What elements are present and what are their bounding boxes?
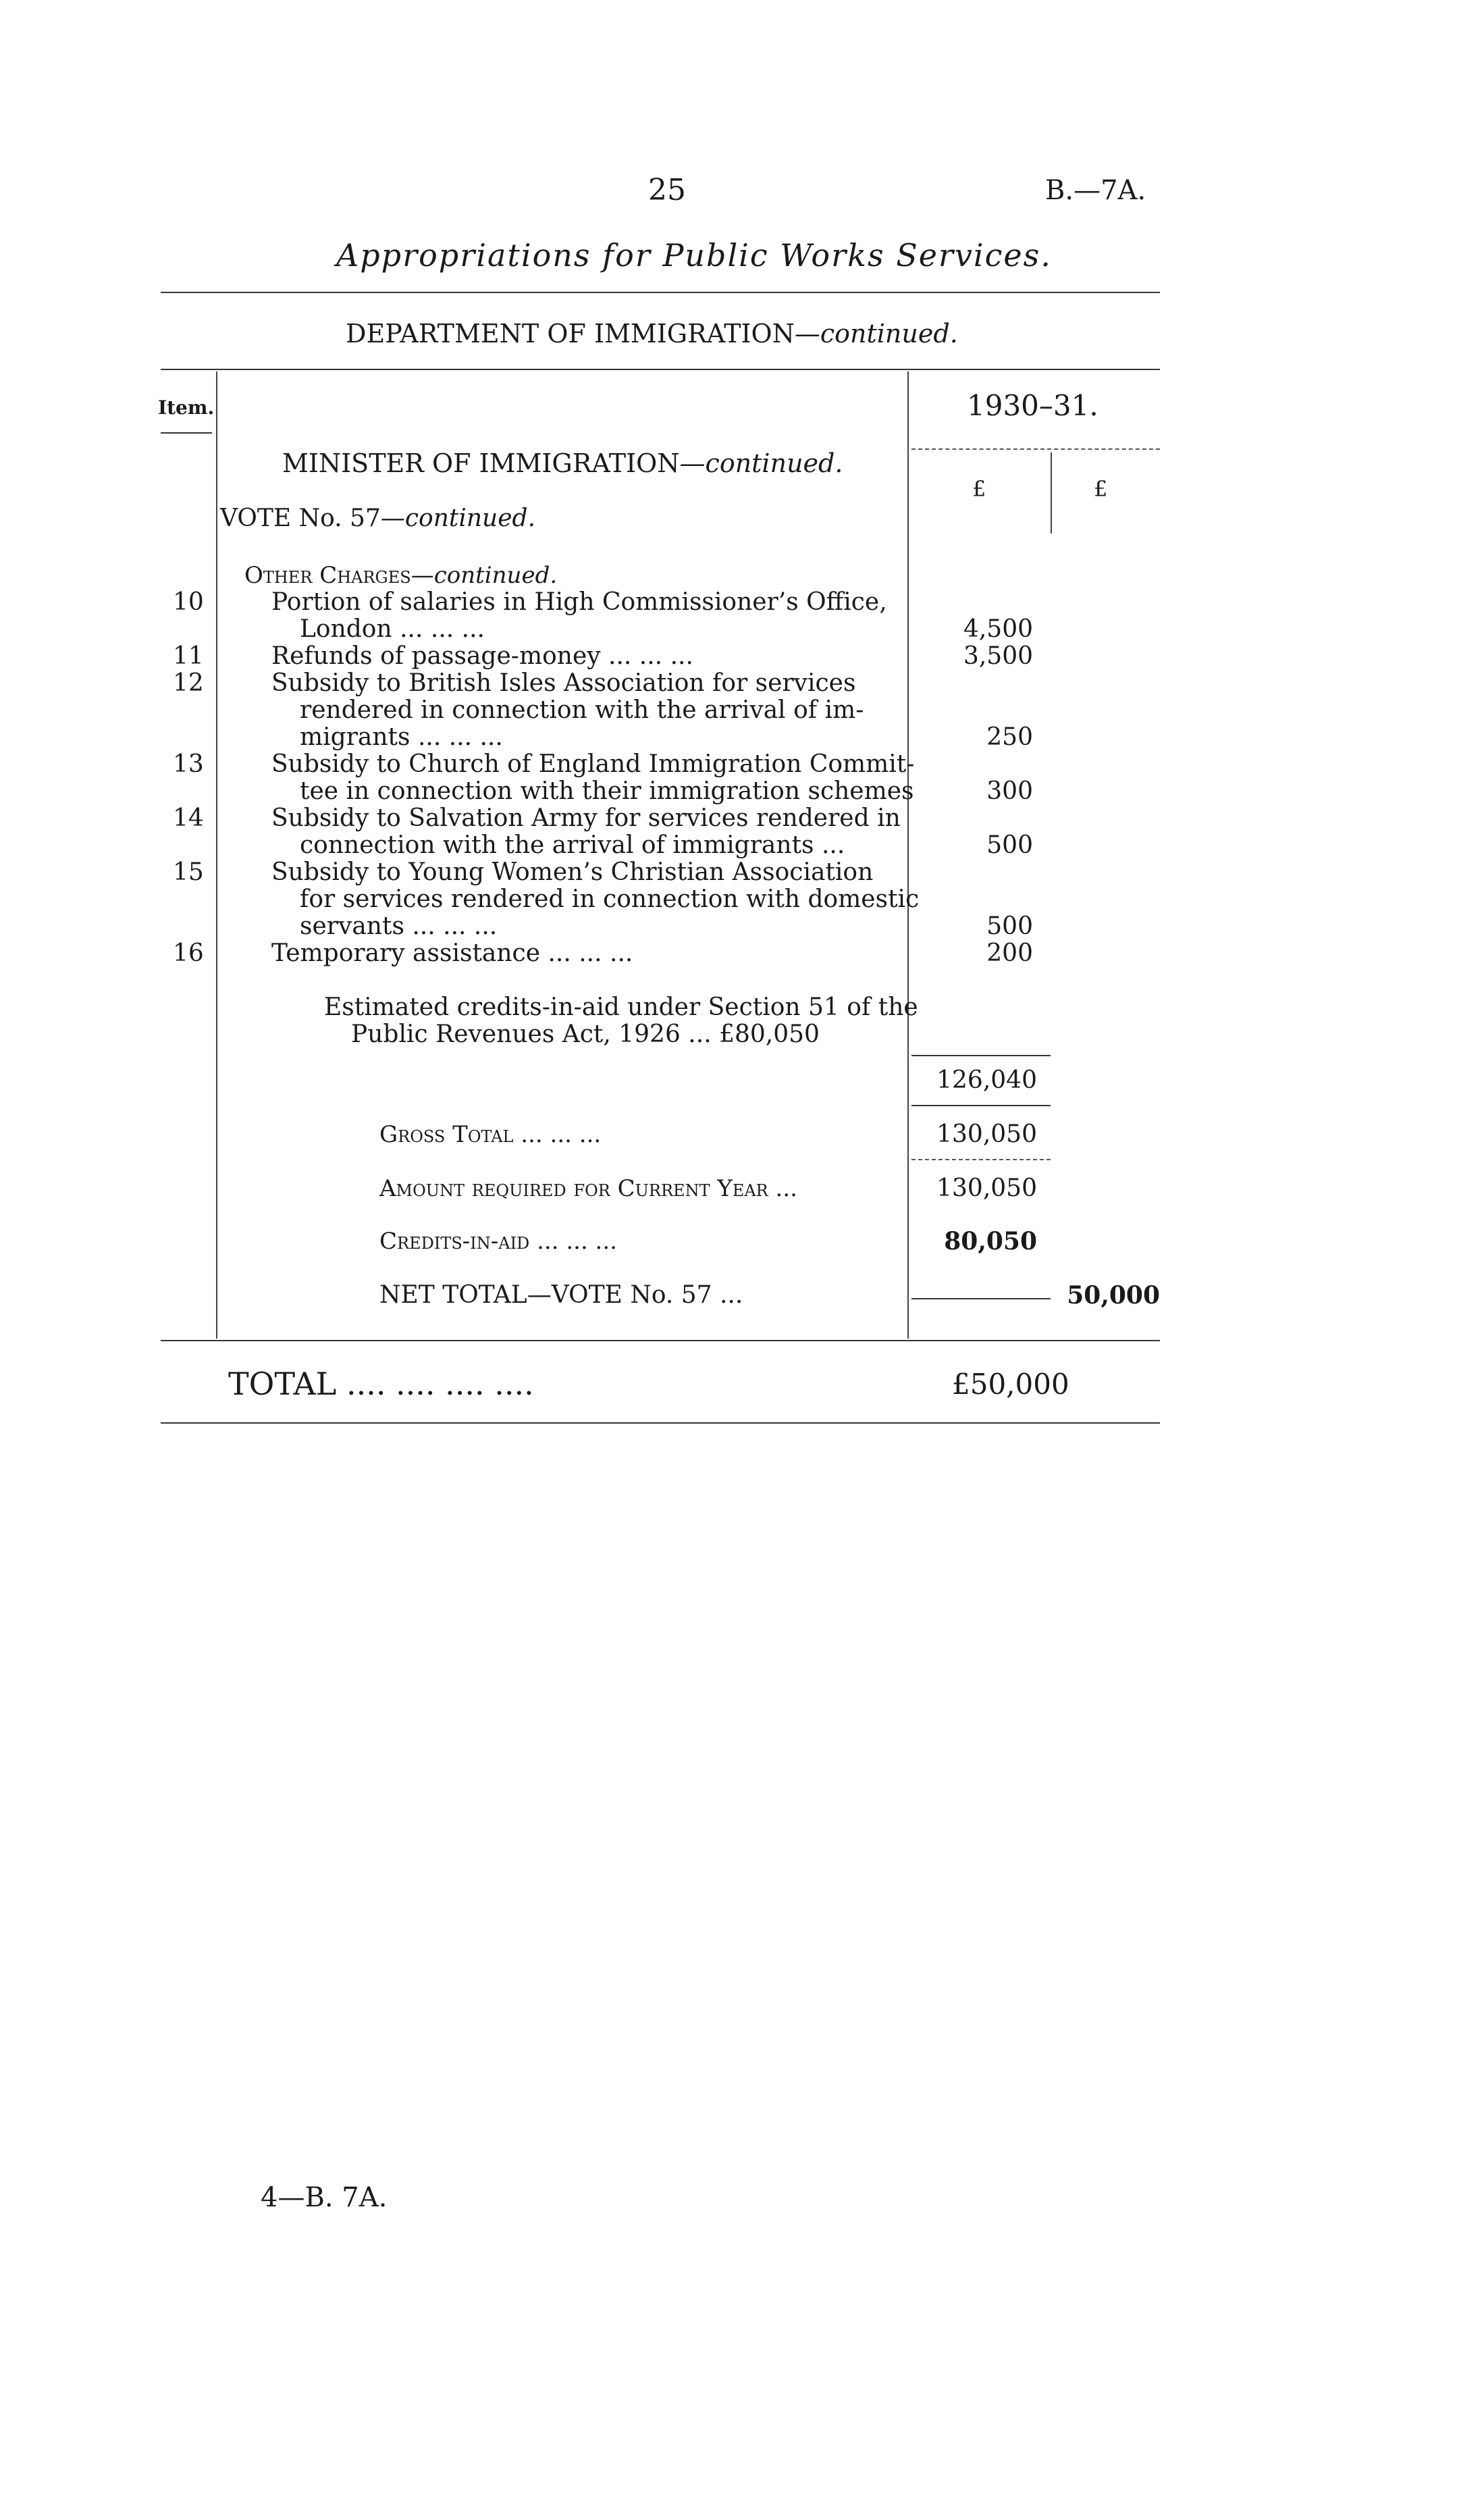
item-14-amount: 500 bbox=[986, 831, 1033, 859]
credits-note-line-2: Public Revenues Act, 1926 ... £80,050 bbox=[351, 1020, 820, 1048]
item-12-line-3: migrants ... ... ... bbox=[300, 723, 503, 751]
item-column-header: Item. bbox=[158, 396, 215, 419]
item-10-amount: 4,500 bbox=[963, 615, 1033, 643]
vote-name: VOTE No. 57 bbox=[220, 504, 381, 532]
item-number-10: 10 bbox=[173, 588, 204, 616]
item-number-15: 15 bbox=[173, 858, 204, 886]
item-number-16: 16 bbox=[173, 939, 204, 967]
signature-mark: 4—B. 7A. bbox=[261, 2182, 388, 2213]
grand-total-rule bbox=[161, 1422, 1160, 1424]
item-number-12: 12 bbox=[173, 669, 204, 697]
item-column-divider bbox=[216, 371, 217, 1339]
item-13-line-1: Subsidy to Church of England Immigration Commit- bbox=[271, 750, 915, 778]
minister-name: MINISTER OF IMMIGRATION bbox=[282, 448, 680, 478]
item-13-line-2: tee in connection with their immigration schemes bbox=[300, 777, 914, 805]
currency-symbol-1: £ bbox=[972, 476, 986, 502]
amount-column-divider bbox=[907, 371, 909, 1339]
subtotal-rule-bottom bbox=[911, 1105, 1051, 1106]
net-total-label: NET TOTAL—VOTE No. 57 ... bbox=[379, 1281, 743, 1309]
credits-in-aid-amount: 80,050 bbox=[944, 1227, 1037, 1255]
amount-required-label: Amount required for Current Year ... bbox=[379, 1175, 797, 1202]
table-top-rule bbox=[161, 369, 1160, 370]
table-bottom-rule bbox=[161, 1340, 1160, 1341]
item-15-line-1: Subsidy to Young Women’s Christian Association bbox=[271, 858, 874, 886]
other-charges-heading bbox=[244, 562, 557, 589]
amount-required-amount: 130,050 bbox=[936, 1174, 1037, 1202]
grand-total-value: £50,000 bbox=[952, 1368, 1069, 1401]
year-header-rule bbox=[911, 448, 1160, 450]
fiscal-year-header: 1930–31. bbox=[967, 389, 1098, 422]
item-14-line-2: connection with the arrival of immigrants ... bbox=[300, 831, 845, 859]
doc-code: B.—7A. bbox=[1045, 175, 1146, 206]
item-16-amount: 200 bbox=[986, 939, 1033, 967]
item-number-11: 11 bbox=[173, 642, 204, 670]
item-11-amount: 3,500 bbox=[963, 642, 1033, 670]
minister-suffix: —continued. bbox=[679, 448, 843, 478]
item-12-amount: 250 bbox=[986, 723, 1033, 751]
gross-total-amount: 130,050 bbox=[936, 1120, 1037, 1148]
minister-heading bbox=[282, 450, 843, 477]
item-16-line-1: Temporary assistance ... ... ... bbox=[271, 939, 633, 967]
currency-divider bbox=[1051, 452, 1052, 534]
item-10-line-2: London ... ... ... bbox=[300, 615, 485, 643]
item-13-amount: 300 bbox=[986, 777, 1033, 805]
page-title: Appropriations for Public Works Services. bbox=[336, 237, 1052, 274]
item-15-line-3: servants ... ... ... bbox=[300, 912, 498, 940]
item-12-line-1: Subsidy to British Isles Association for services bbox=[271, 669, 856, 697]
net-total-dash bbox=[911, 1298, 1051, 1299]
credits-note-line-1: Estimated credits-in-aid under Section 51 of the bbox=[324, 993, 918, 1021]
grand-total-label: TOTAL .... .... .... .... bbox=[228, 1366, 534, 1402]
item-header-underline bbox=[161, 432, 212, 434]
subtotal-amount: 126,040 bbox=[936, 1066, 1037, 1094]
department-heading bbox=[346, 320, 958, 347]
vote-suffix: —continued. bbox=[380, 504, 536, 532]
gross-total-label: Gross Total ... ... ... bbox=[379, 1121, 602, 1148]
net-total-amount: 50,000 bbox=[1067, 1281, 1160, 1310]
vote-heading bbox=[220, 505, 535, 532]
gross-total-rule bbox=[911, 1159, 1051, 1160]
item-15-line-2: for services rendered in connection with domestic bbox=[300, 885, 920, 913]
item-number-13: 13 bbox=[173, 750, 204, 778]
department-name: DEPARTMENT OF IMMIGRATION bbox=[346, 319, 795, 348]
other-charges-label: Other Charges bbox=[244, 562, 411, 589]
item-15-amount: 500 bbox=[986, 912, 1033, 940]
department-suffix: —continued. bbox=[794, 319, 958, 348]
item-11-line-1: Refunds of passage-money ... ... ... bbox=[271, 642, 693, 670]
item-number-14: 14 bbox=[173, 804, 204, 832]
item-12-line-2: rendered in connection with the arrival of im- bbox=[300, 696, 864, 724]
item-10-line-1: Portion of salaries in High Commissioner’s Office, bbox=[271, 588, 887, 616]
page-number: 25 bbox=[648, 173, 686, 207]
currency-symbol-2: £ bbox=[1094, 476, 1108, 502]
credits-in-aid-label: Credits-in-aid ... ... ... bbox=[379, 1228, 617, 1255]
item-14-line-1: Subsidy to Salvation Army for services rendered in bbox=[271, 804, 901, 832]
subtotal-rule-top bbox=[911, 1055, 1051, 1056]
header-rule bbox=[161, 292, 1160, 293]
other-charges-suffix: —continued. bbox=[410, 562, 558, 589]
